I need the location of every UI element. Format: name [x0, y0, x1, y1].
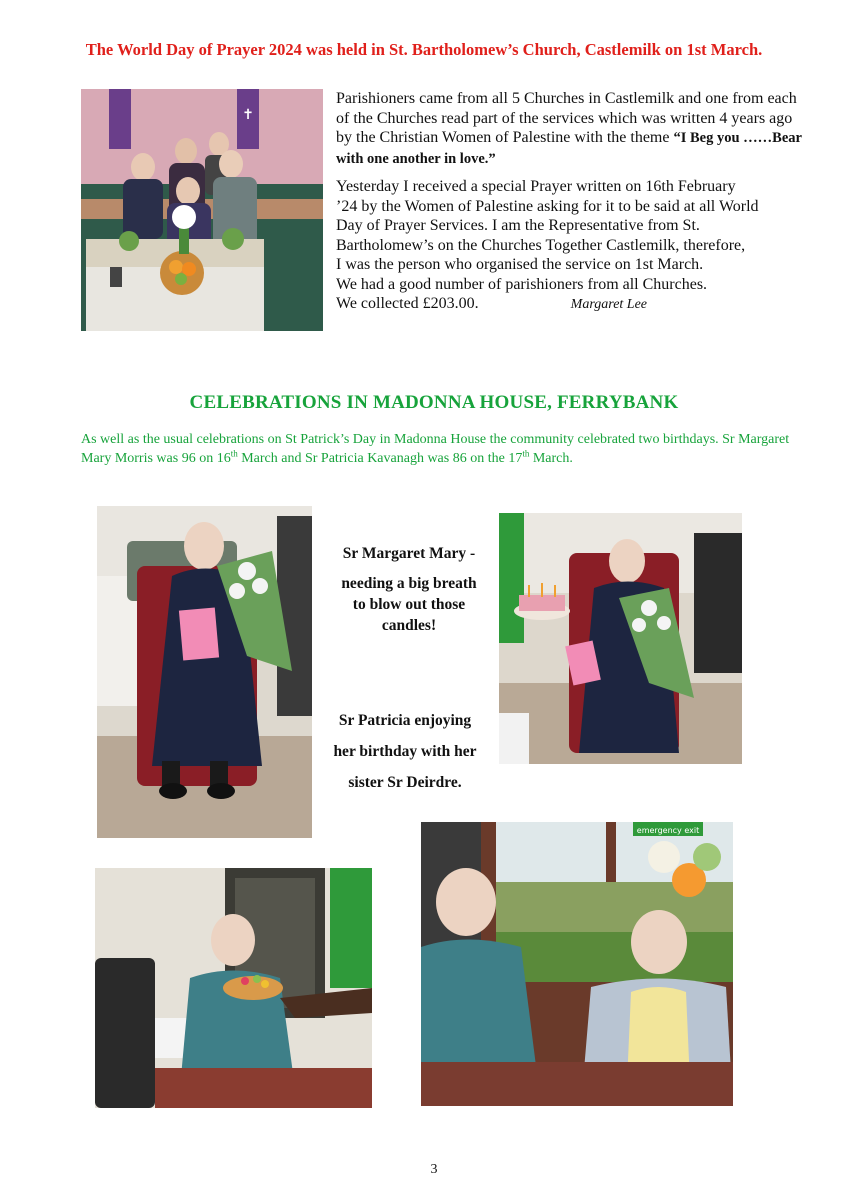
prayer-paragraph-1	[336, 89, 806, 169]
prayer-line: We had a good number of parishioners from all Churches.	[336, 275, 708, 293]
caption-line: Sr Margaret Mary -	[342, 545, 476, 562]
madonna-intro	[81, 430, 801, 468]
prayer-heading: The World Day of Prayer 2024 was held in St. Bartholomew’s Church, Castlemilk on 1st March.	[85, 40, 763, 59]
margaret-caption	[327, 543, 491, 636]
intro-part-1: As well as the usual celebrations on St Patrick’s Day in Madonna House the community celebrated two birthdays. Sr Margaret Mary Morris was 96 on 16	[81, 432, 790, 466]
signature: Margaret Lee	[570, 297, 648, 312]
intro-sup-1: th	[230, 448, 238, 459]
exit-sign: emergency exit	[636, 826, 700, 835]
intro-part-3: March.	[529, 451, 573, 466]
prayer-theme: “I Beg you ……Bear with one another in love.”	[336, 130, 802, 167]
sisters-photo	[421, 822, 733, 1106]
prayer-line: ’24 by the Women of Palestine asking for it to be said at all World	[336, 197, 759, 215]
prayer-line: Day of Prayer Services. I am the Representative from St.	[336, 217, 700, 234]
caption-line: sister Sr Deirdre.	[348, 774, 462, 791]
caption-line: to blow out those	[352, 596, 466, 613]
madonna-heading: CELEBRATIONS IN MADONNA HOUSE, FERRYBANK	[189, 392, 679, 413]
margaret-mary-cake-photo	[499, 513, 742, 764]
caption-line: Sr Patricia enjoying	[338, 712, 472, 729]
page-number: 3	[430, 1162, 438, 1177]
prayer-collected-line	[336, 294, 806, 315]
patricia-cake-photo	[95, 868, 372, 1108]
intro-sup-2: th	[522, 448, 530, 459]
caption-line: needing a big breath	[341, 575, 477, 592]
prayer-paragraph-1-text: Parishioners came from all 5 Churches in Castlemilk and one from each of the Churches read part of the services which was written 4 years ago by the Christian Women of Palestine with the theme	[336, 90, 797, 146]
patricia-caption	[320, 705, 490, 798]
church-group-photo	[81, 89, 323, 331]
caption-line: her birthday with her	[333, 743, 477, 760]
prayer-line: Yesterday I received a special Prayer written on 16th February	[336, 178, 736, 195]
caption-line: candles!	[381, 617, 437, 634]
prayer-text	[336, 89, 806, 315]
intro-part-2: March and Sr Patricia Kavanagh was 86 on the 17	[237, 451, 523, 466]
prayer-line: Bartholomew’s on the Churches Together Castlemilk, therefore,	[336, 236, 746, 254]
svg-text:✝: ✝	[242, 107, 254, 123]
prayer-line: I was the person who organised the service on 1st March.	[336, 256, 704, 273]
collected-amount: We collected £203.00.	[336, 295, 479, 312]
margaret-mary-flowers-photo	[97, 506, 312, 838]
prayer-paragraph-2	[336, 177, 806, 315]
